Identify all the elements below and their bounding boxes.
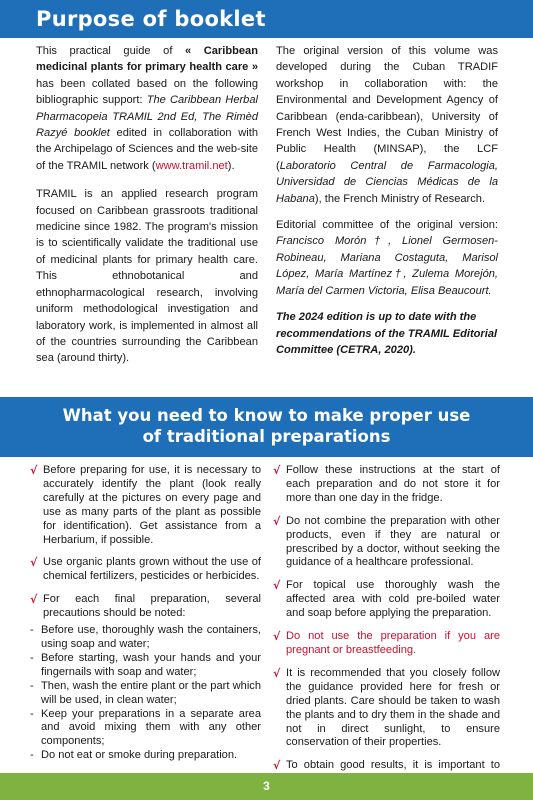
source-titles: The Caribbean Herbal Pharmacopeia TRAMIL 2nd Ed, The Rimèd Razyé booklet	[36, 94, 258, 140]
committee-members: Francisco Morón†, Lionel Germosen-Robineau, Mariana Costaguta, Marisol López, María Martínez†, Zulema Morejón, María del Carmen Victoria, Elisa Beaucourt.	[276, 235, 498, 297]
check-icon: √	[273, 630, 281, 644]
list-item	[30, 556, 261, 584]
precaution-item	[30, 652, 261, 680]
section-title-line-2: of traditional preparations	[142, 427, 391, 446]
list-item-text: For topical use thoroughly wash the affected area with cold pre-boiled water and soap before applying the preparation.	[286, 579, 500, 620]
list-item	[273, 579, 500, 621]
list-item-text: To obtain good results, it is important to	[286, 759, 500, 772]
list-item	[30, 593, 261, 621]
section-title-line-1: What you need to know to make proper use	[62, 406, 471, 425]
section-bar	[0, 397, 533, 457]
precaution-text: Then, wash the entire plant or the part which will be used, in clean water;	[41, 679, 261, 706]
text: This practical guide of	[36, 45, 185, 57]
list-item	[273, 667, 500, 750]
check-icon: √	[30, 593, 38, 607]
check-icon: √	[30, 556, 38, 570]
dash-bullet: -	[30, 651, 34, 664]
list-item-text: Do not combine the preparation with other products, even if they are natural or prescribed by a doctor, without seeking the guidance of a healthcare professional.	[286, 514, 500, 569]
dash-bullet: -	[30, 707, 34, 720]
precaution-text: Before starting, wash your hands and your fingernails with soap and water;	[41, 651, 261, 678]
edition-note	[276, 309, 498, 358]
tramil-link[interactable]: www.tramil.net	[155, 159, 228, 172]
purpose-paragraph-1	[36, 43, 258, 174]
text: has been collated based on the following bibliographic support:	[36, 77, 258, 107]
purpose-left-column	[36, 43, 258, 367]
list-item	[30, 464, 261, 547]
check-icon: √	[273, 514, 281, 528]
edition-note-text: The 2024 edition is up to date with the recommendations of the TRAMIL Editorial Committee (CETRA, 2020).	[276, 311, 498, 356]
precaution-text: Keep your preparations in a separate area and avoid mixing them with any other components;	[41, 707, 261, 748]
text: ).	[227, 159, 235, 172]
institution-name: Laboratorio Central de Farmacologia, Universidad de Ciencias Médicas de la Habana	[276, 159, 498, 205]
check-icon: √	[30, 464, 38, 477]
check-icon: √	[273, 759, 281, 773]
footer-bar	[0, 773, 533, 800]
list-item-text: Do not use the preparation if you are pregnant or breastfeeding.	[286, 630, 500, 656]
check-icon: √	[273, 666, 281, 680]
dash-bullet: -	[30, 749, 34, 762]
text: Editorial committee of the original version:	[276, 219, 498, 232]
guidelines-right-list	[273, 464, 500, 796]
purpose-paragraph-3	[276, 43, 498, 207]
check-icon: √	[273, 464, 281, 477]
booklet-name: « Caribbean medicinal plants for primary health care »	[36, 45, 258, 74]
precaution-item	[30, 680, 261, 708]
list-item	[273, 464, 500, 506]
purpose-right-column	[276, 43, 498, 358]
purpose-paragraph-2: TRAMIL is an applied research program focused on Caribbean grassroots traditional medicine since 1982. The program's mission is to scientifically validate the traditional use of medicinal plants for primary health care. This ethnobotanical and ethnopharmacological research, involving uniform methodological investigation and laboratory work, is implemented in almost all of the countries surrounding the Caribbean sea (around thirty).	[36, 188, 258, 365]
precaution-text: Do not eat or smoke during preparation.	[41, 749, 238, 762]
precaution-item	[30, 749, 261, 763]
section-title	[0, 405, 533, 447]
page-title: Purpose of booklet	[36, 7, 266, 31]
list-item-text: Follow these instructions at the start of each preparation and do not store it for more than one day in the fridge.	[286, 464, 500, 504]
precaution-item	[30, 708, 261, 750]
precaution-text: Before use, thoroughly wash the containers, using soap and water;	[41, 624, 261, 650]
list-item-text: It is recommended that you closely follow the guidance provided here for fresh or dried plants. Care should be taken to wash the plants and to dry them in the shade and not in direct sunlight, to ensure conservation of their properties.	[286, 666, 500, 749]
editorial-committee	[276, 217, 498, 299]
dash-bullet: -	[30, 624, 34, 637]
pregnancy-warning	[273, 630, 500, 658]
list-item-text: For each final preparation, several precautions should be noted:	[43, 593, 261, 620]
list-item-text: Before preparing for use, it is necessary to accurately identify the plant (look really carefully at the pictures on every page and use as many parts of the plant as possible for identification). Get assistance from a Herbarium, if possible.	[43, 464, 261, 546]
text: edited in collaboration with the Archipelago of Sciences and the web-site of the TRAMIL network (	[36, 127, 258, 172]
list-item-text: Use organic plants grown without the use of chemical fertilizers, pesticides or herbicides.	[43, 556, 261, 583]
check-icon: √	[273, 579, 281, 593]
header-bar	[0, 0, 533, 38]
precaution-item	[30, 624, 261, 652]
guidelines-left-list	[30, 464, 261, 763]
dash-bullet: -	[30, 679, 34, 692]
list-item	[273, 515, 500, 571]
text: ), the French Ministry of Research.	[314, 192, 486, 205]
page-number: 3	[263, 779, 270, 793]
text: The original version of this volume was developed during the Cuban TRADIF workshop in collaboration with: the Environmental and Development Agency of Caribbean (enda-caribbean), University of French West Indies, the Cuban Ministry of Public Health (MINSAP), the LCF (	[276, 45, 498, 172]
